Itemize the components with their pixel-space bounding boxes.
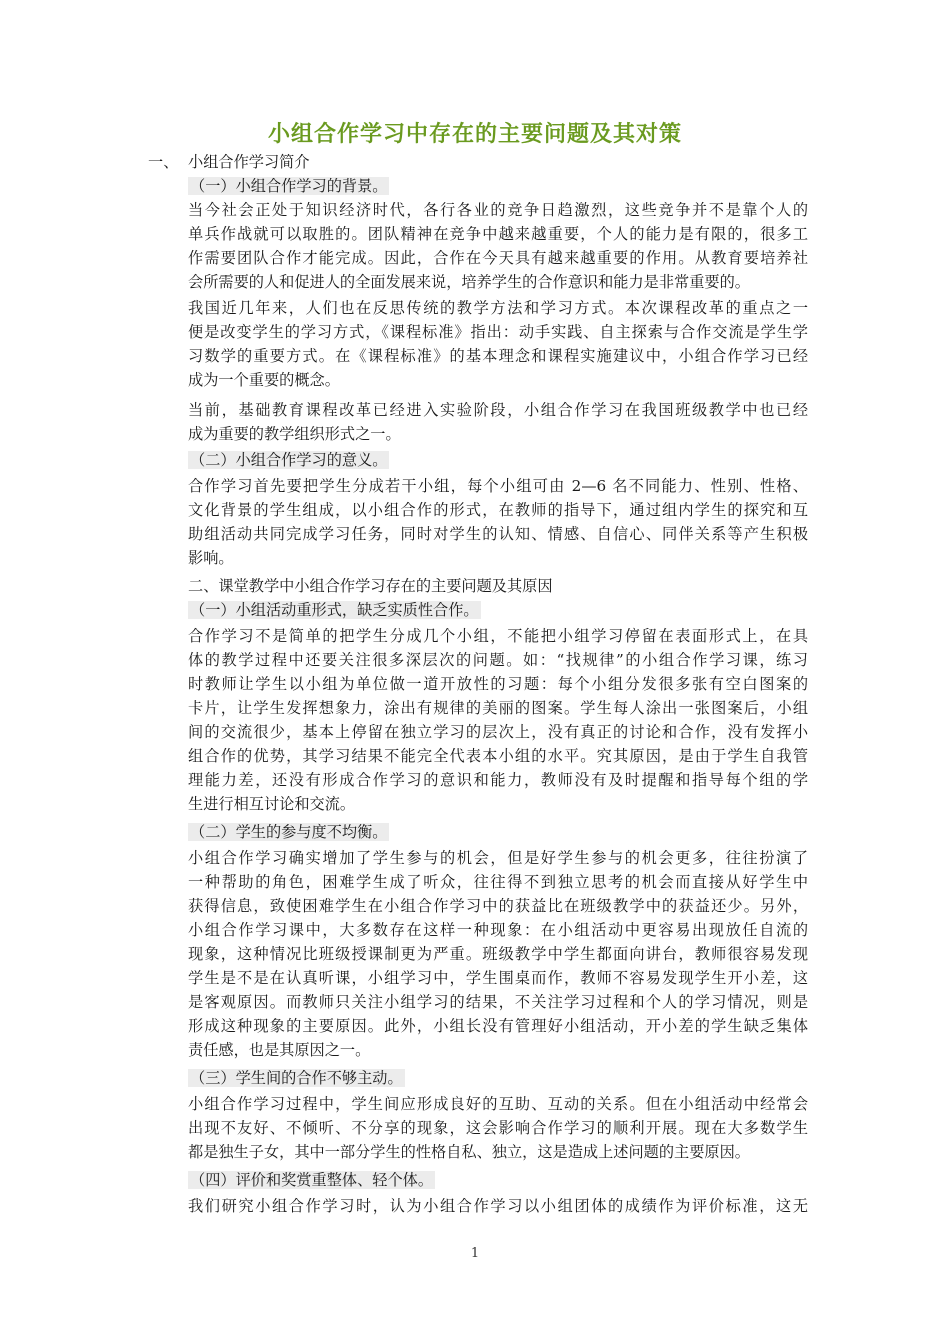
- paragraph-line: 小组合作学习过程中，学生间应形成良好的互助、互动的关系。但在小组活动中经常会: [188, 1095, 808, 1113]
- paragraph-line: 获得信息，致使困难学生在小组合作学习中的获益比在班级教学中的获益还少。另外，: [188, 897, 808, 915]
- paragraph-line: 一种帮助的角色，困难学生成了听众，往往得不到独立思考的机会而直接从好学生中: [188, 873, 808, 891]
- subsection-heading: （一）小组活动重形式，缺乏实质性合作。: [190, 601, 479, 619]
- paragraph-line: 时教师让学生以小组为单位做一道开放性的习题：每个小组分发很多张有空白图案的: [188, 675, 808, 693]
- paragraph-line: 出现不友好、不倾听、不分享的现象，这会影响合作学习的顺利开展。现在大多数学生: [188, 1119, 808, 1137]
- paragraph-line: 组合作的优势，其学习结果不能完全代表本小组的水平。究其原因，是由于学生自我管: [188, 747, 808, 765]
- subsection-heading: （二）学生的参与度不均衡。: [190, 823, 388, 841]
- paragraph-line: 形成这种现象的主要原因。此外，小组长没有管理好小组活动，开小差的学生缺乏集体: [188, 1017, 808, 1035]
- paragraph-line: 卡片，让学生发挥想象力，涂出有规律的美丽的图案。学生每人涂出一张图案后，小组: [188, 699, 808, 717]
- paragraph-line: 成为一个重要的概念。: [188, 371, 340, 389]
- paragraph-line: 小组合作学习确实增加了学生参与的机会，但是好学生参与的机会更多，往往扮演了: [188, 849, 808, 867]
- paragraph-line: 合作学习不是简单的把学生分成几个小组，不能把小组学习停留在表面形式上，在具: [188, 627, 808, 645]
- paragraph-line: 单兵作战就可以取胜的。团队精神在竞争中越来越重要，个人的能力是有限的，很多工: [188, 225, 808, 243]
- paragraph-line: 习数学的重要方式。在《课程标准》的基本理念和课程实施建议中，小组合作学习已经: [188, 347, 808, 365]
- paragraph-line: 当前，基础教育课程改革已经进入实验阶段，小组合作学习在我国班级教学中也已经: [188, 401, 808, 419]
- section-heading: 二、课堂教学中小组合作学习存在的主要问题及其原因: [188, 577, 553, 595]
- paragraph-line: 便是改变学生的学习方式，《课程标准》指出：动手实践、自主探索与合作交流是学生学: [188, 323, 808, 341]
- subsection-heading: （三）学生间的合作不够主动。: [190, 1069, 403, 1087]
- paragraph-line: 现象，这种情况比班级授课制更为严重。班级教学中学生都面向讲台，教师很容易发现: [188, 945, 808, 963]
- paragraph-line: 助组活动共同完成学习任务，同时对学生的认知、情感、自信心、同伴关系等产生积极: [188, 525, 808, 543]
- paragraph-line: 学生是不是在认真听课，小组学习中，学生围桌而作，教师不容易发现学生开小差，这: [188, 969, 808, 987]
- subsection-heading: （四）评价和奖赏重整体、轻个体。: [190, 1171, 433, 1189]
- paragraph-line: 都是独生子女，其中一部分学生的性格自私、独立，这是造成上述问题的主要原因。: [188, 1143, 750, 1161]
- paragraph-line: 生进行相互讨论和交流。: [188, 795, 356, 813]
- paragraph-line: 是客观原因。而教师只关注小组学习的结果，不关注学习过程和个人的学习情况，则是: [188, 993, 808, 1011]
- paragraph-line: 体的教学过程中还要关注很多深层次的问题。如：“找规律”的小组合作学习课，练习: [188, 651, 808, 669]
- paragraph-line: 会所需要的人和促进人的全面发展来说，培养学生的合作意识和能力是非常重要的。: [188, 273, 750, 291]
- subsection-heading: （一）小组合作学习的背景。: [190, 177, 388, 195]
- paragraph-line: 合作学习首先要把学生分成若干小组，每个小组可由 2—6 名不同能力、性别、性格、: [188, 477, 808, 495]
- paragraph-line: 小组合作学习课中，大多数存在这样一种现象：在小组活动中更容易出现放任自流的: [188, 921, 808, 939]
- paragraph-line: 我国近几年来，人们也在反思传统的教学方法和学习方式。本次课程改革的重点之一: [188, 299, 808, 317]
- paragraph-line: 责任感，也是其原因之一。: [188, 1041, 371, 1059]
- page-number: 1: [470, 1246, 480, 1261]
- paragraph-line: 影响。: [188, 549, 234, 567]
- paragraph-line: 文化背景的学生组成，以小组合作的形式，在教师的指导下，通过组内学生的探究和互: [188, 501, 808, 519]
- paragraph-line: 间的交流很少，基本上停留在独立学习的层次上，没有真正的讨论和合作，没有发挥小: [188, 723, 808, 741]
- paragraph-line: 当今社会正处于知识经济时代，各行各业的竞争日趋激烈，这些竞争并不是靠个人的: [188, 201, 808, 219]
- section-number: 一、: [148, 153, 179, 171]
- paragraph-line: 理能力差，还没有形成合作学习的意识和能力，教师没有及时提醒和指导每个组的学: [188, 771, 808, 789]
- paragraph-line: 成为重要的教学组织形式之一。: [188, 425, 401, 443]
- section-heading: 小组合作学习简介: [188, 153, 310, 171]
- document-title: 小组合作学习中存在的主要问题及其对策: [267, 122, 682, 147]
- subsection-heading: （二）小组合作学习的意义。: [190, 451, 388, 469]
- paragraph-line: 作需要团队合作才能完成。因此，合作在今天具有越来越重要的作用。从教育要培养社: [188, 249, 808, 267]
- paragraph-line: 我们研究小组合作学习时，认为小组合作学习以小组团体的成绩作为评价标准，这无: [188, 1197, 808, 1215]
